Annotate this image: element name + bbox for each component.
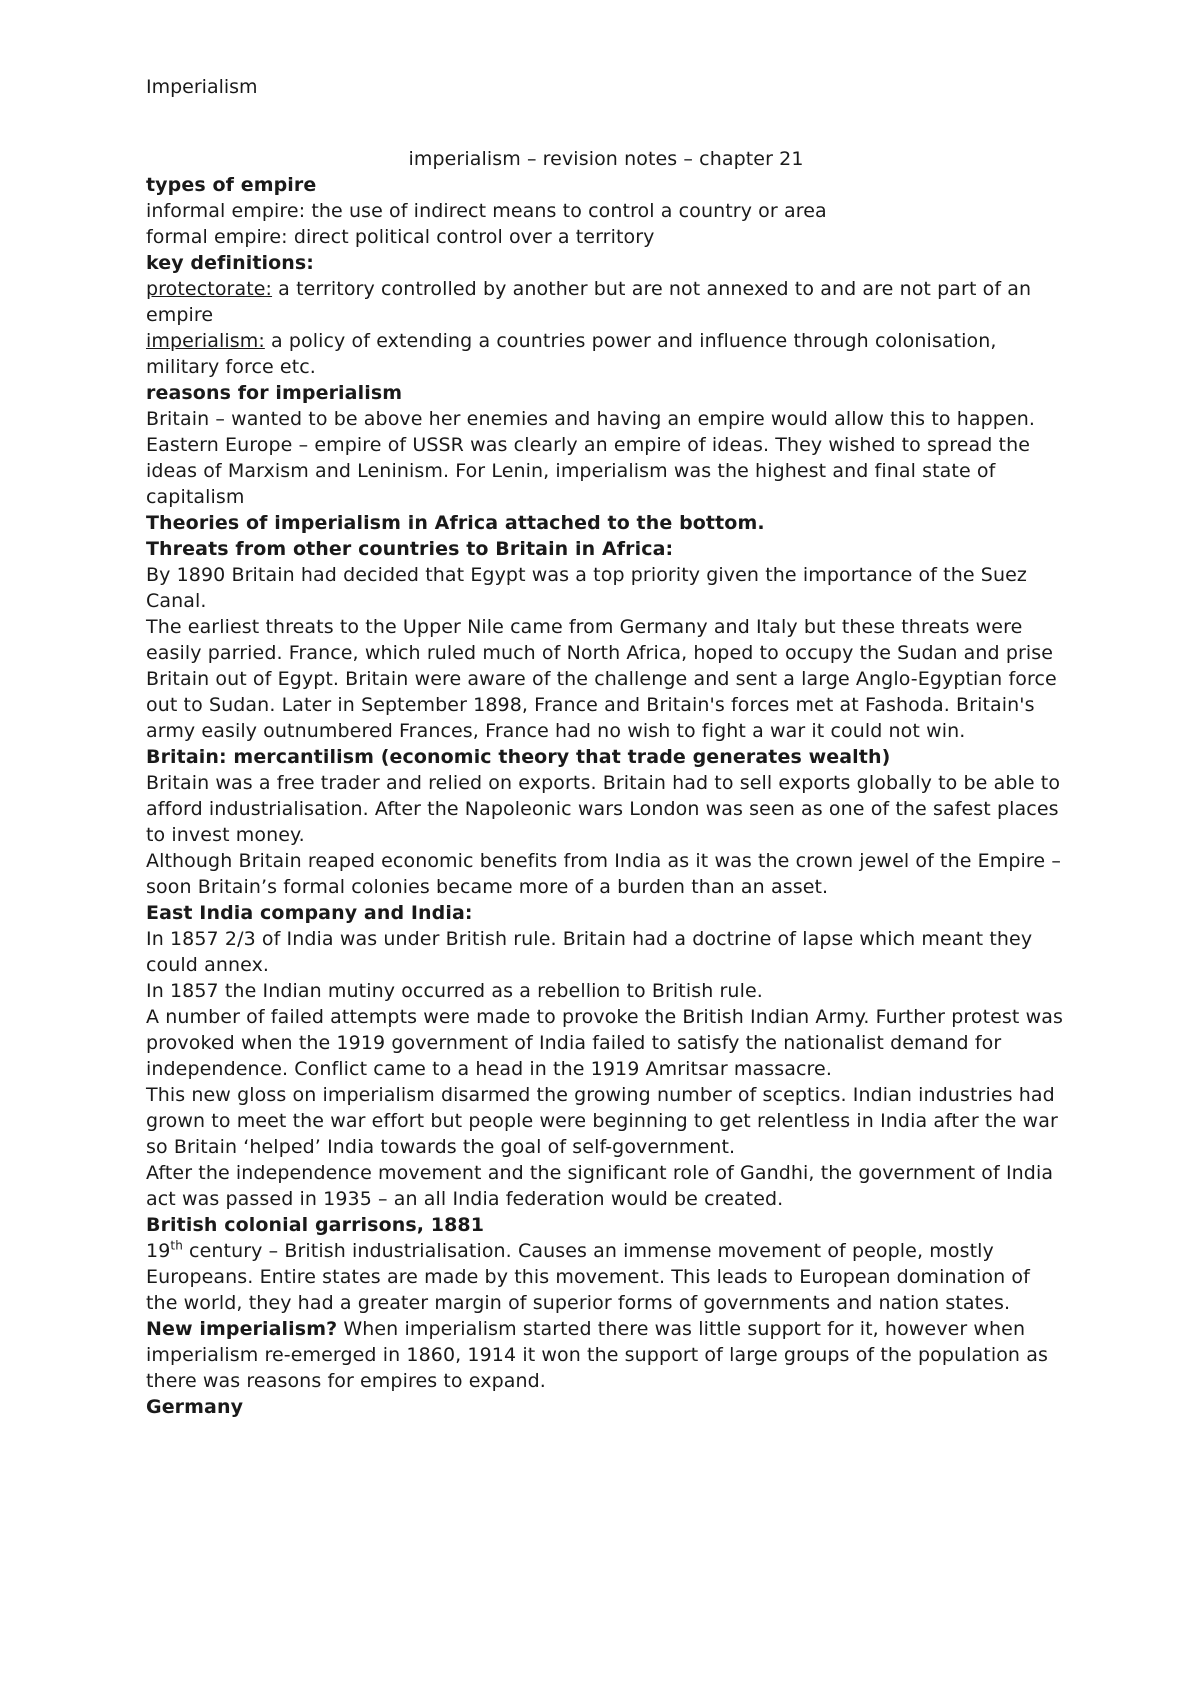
heading-key-definitions: key definitions: bbox=[146, 252, 314, 274]
century-number: 19 bbox=[146, 1240, 171, 1262]
paragraph-east-india-4: This new gloss on imperialism disarmed the growing number of sceptics. Indian industries had grown to meet the war effort but people were beginning to get relentless in India after the war so Britain ‘helped’ India towards the goal of self-government. bbox=[146, 1084, 1058, 1158]
new-imperialism-text: When imperialism started there was little support for it, however when imperialism re-emerged in 1860, 1914 it won the support of large groups of the population as there was reasons for empires to expand. bbox=[146, 1318, 1048, 1392]
paragraph-east-india-3: A number of failed attempts were made to provoke the British Indian Army. Further protest was provoked when the 1919 government of India failed to satisfy the nationalist demand for independence. Conflict came to a head in the 1919 Amritsar massacre. bbox=[146, 1006, 1063, 1080]
paragraph-east-india-1: In 1857 2/3 of India was under British rule. Britain had a doctrine of lapse which meant they could annex. bbox=[146, 928, 1033, 976]
new-imperialism-label: New imperialism? bbox=[146, 1318, 338, 1340]
paragraph-mercantilism-2: Although Britain reaped economic benefits from India as it was the crown jewel of the Empire – soon Britain’s formal colonies became more of a burden than an asset. bbox=[146, 850, 1061, 898]
paragraph-mercantilism-1: Britain was a free trader and relied on exports. Britain had to sell exports globally to be able to afford industrialisation. After the Napoleonic wars London was seen as one of the safest places to invest money. bbox=[146, 772, 1061, 846]
paragraph-east-india-5: After the independence movement and the significant role of Gandhi, the government of India act was passed in 1935 – an all India federation would be created. bbox=[146, 1162, 1054, 1210]
heading-mercantilism: Britain: mercantilism (economic theory that trade generates wealth) bbox=[146, 746, 891, 768]
definition-imperialism-text: a policy of extending a countries power and influence through colonisation, military force etc. bbox=[146, 330, 997, 378]
heading-east-india-company: East India company and India: bbox=[146, 902, 473, 924]
term-protectorate: protectorate: bbox=[146, 278, 273, 300]
heading-colonial-garrisons: British colonial garrisons, 1881 bbox=[146, 1214, 485, 1236]
century-text: century – British industrialisation. Causes an immense movement of people, mostly Europeans. Entire states are made by this movement. This leads to European domination of the world, they had a greater margin of superior forms of governments and nation states. bbox=[146, 1240, 1030, 1314]
paragraph-reasons-britain: Britain – wanted to be above her enemies and having an empire would allow this to happen. bbox=[146, 408, 1036, 430]
document-title: imperialism – revision notes – chapter 21 bbox=[408, 148, 804, 170]
paragraph-reasons-eastern-europe: Eastern Europe – empire of USSR was clearly an empire of ideas. They wished to spread the ideas of Marxism and Leninism. For Lenin, imperialism was the highest and final state of capitalism bbox=[146, 434, 1031, 508]
document-body bbox=[146, 146, 1066, 1420]
paragraph-19th-century bbox=[146, 1238, 1066, 1316]
heading-germany: Germany bbox=[146, 1396, 244, 1418]
paragraph-threats-2: The earliest threats to the Upper Nile came from Germany and Italy but these threats were easily parried. France, which ruled much of North Africa, hoped to occupy the Sudan and prise Britain out of Egypt. Britain were aware of the challenge and sent a large Anglo-Egyptian force out to Sudan. Later in September 1898, France and Britain's forces met at Fashoda. Britain's army easily outnumbered Frances, France had no wish to fight a war it could not win. bbox=[146, 616, 1057, 742]
paragraph-threats-1: By 1890 Britain had decided that Egypt was a top priority given the importance of the Suez Canal. bbox=[146, 564, 1027, 612]
running-header: Imperialism bbox=[146, 76, 258, 98]
definition-protectorate-text: a territory controlled by another but are not annexed to and are not part of an empire bbox=[146, 278, 1032, 326]
definition-imperialism bbox=[146, 328, 1066, 380]
definition-protectorate bbox=[146, 276, 1066, 328]
heading-theories-of-imperialism: Theories of imperialism in Africa attached to the bottom. bbox=[146, 512, 765, 534]
heading-reasons-for-imperialism: reasons for imperialism bbox=[146, 382, 403, 404]
paragraph-new-imperialism bbox=[146, 1316, 1066, 1394]
paragraph-east-india-2: In 1857 the Indian mutiny occurred as a rebellion to British rule. bbox=[146, 980, 763, 1002]
term-imperialism: imperialism: bbox=[146, 330, 265, 352]
heading-threats-to-britain: Threats from other countries to Britain in Africa: bbox=[146, 538, 674, 560]
paragraph-informal-empire: informal empire: the use of indirect means to control a country or area bbox=[146, 200, 827, 222]
century-ordinal: th bbox=[170, 1238, 183, 1253]
paragraph-formal-empire: formal empire: direct political control over a territory bbox=[146, 226, 655, 248]
heading-types-of-empire: types of empire bbox=[146, 174, 317, 196]
